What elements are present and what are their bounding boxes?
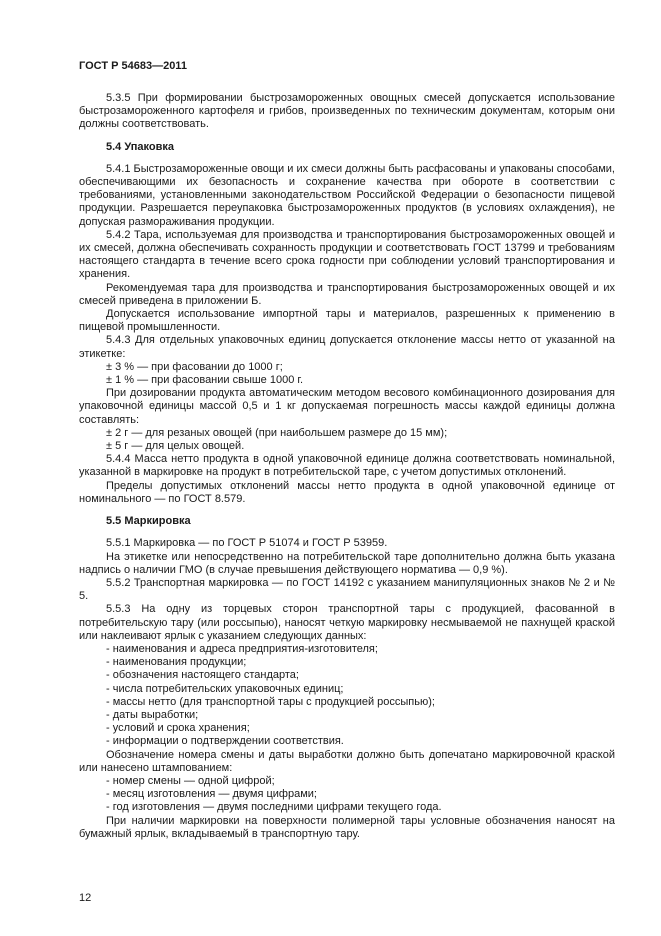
paragraph: 5.4.2 Тара, используемая для производства и транспортирования быстрозамороженных овощей и их смесей, должна обеспечивать сохранность продукции и соответствовать ГОСТ 13799 и требованиям настоящего стандарта в течение всего срока годности при соблюдении условий транспортирования и хранения. xyxy=(79,228,615,281)
paragraph: Обозначение номера смены и даты выработки должно быть допечатано маркировочной краской или нанесено штампованием: xyxy=(79,748,615,774)
list-item: - числа потребительских упаковочных единиц; xyxy=(106,682,344,695)
spacer xyxy=(79,506,615,515)
list-item: ± 5 г — для целых овощей. xyxy=(106,440,245,453)
list-item: ± 1 % — при фасовании свыше 1000 г. xyxy=(106,374,304,387)
list-item: - месяц изготовления — двумя цифрами; xyxy=(106,788,317,801)
paragraph: 5.5.1 Маркировка — по ГОСТ Р 51074 и ГОСТ Р 53959. xyxy=(106,537,388,550)
page-number: 12 xyxy=(79,892,92,904)
list-item: - номер смены — одной цифрой; xyxy=(106,774,275,787)
paragraph: При дозировании продукта автоматическим методом весового комбинационного дозирования для упаковочной единицы массой 0,5 и 1 кг допускаемая погрешность массы каждой единицы должна составлять: xyxy=(79,387,615,426)
list-item: - информации о подтверждении соответствия. xyxy=(106,735,344,748)
document-body xyxy=(79,92,615,841)
spacer xyxy=(79,528,615,537)
paragraph: Рекомендуемая тара для производства и транспортирования быстрозамороженных овощей и их смесей приведена в приложении Б. xyxy=(79,281,615,307)
paragraph: 5.5.2 Транспортная маркировка — по ГОСТ 14192 с указанием манипуляционных знаков № 2 и № 5. xyxy=(79,576,615,603)
paragraph: Допускается использование импортной тары и материалов, разрешенных к применению в пищевой промышленности. xyxy=(79,308,615,334)
paragraph: 5.3.5 При формировании быстрозамороженных овощных смесей допускается использование быстрозамороженного картофеля и грибов, произведенных по техническим документам, которым они должны соответствовать. xyxy=(79,92,615,131)
section-heading: 5.4 Упаковка xyxy=(106,140,174,153)
document-header: ГОСТ Р 54683—2011 xyxy=(79,60,187,72)
list-item: - даты выработки; xyxy=(106,708,199,721)
paragraph: 5.4.3 Для отдельных упаковочных единиц допускается отклонение массы нетто от указанной на этикетке: xyxy=(79,334,615,360)
spacer xyxy=(79,154,615,163)
list-item: - год изготовления — двумя последними цифрами текущего года. xyxy=(106,801,442,814)
list-item: - наименования продукции; xyxy=(106,656,247,669)
paragraph: При наличии маркировки на поверхности полимерной тары условные обозначения наносят на бумажный ярлык, вкладываемый в транспортную тару. xyxy=(79,814,615,840)
list-item: - обозначения настоящего стандарта; xyxy=(106,669,299,682)
paragraph: На этикетке или непосредственно на потребительской таре дополнительно должна быть указана надпись о наличии ГМО (в случае превышения действующего норматива — 0,9 %). xyxy=(79,550,615,576)
paragraph: 5.4.1 Быстрозамороженные овощи и их смеси должны быть расфасованы и упакованы способами, обеспечивающими их безопасность и сохранение качества при обороте в соответствии с требованиями, установленными законодательством Российской Федерации о безопасности пищевой продукции. Разрешается переупаковка быстрозамороженных продуктов (в условиях охлаждения), не допуская размораживания продукции. xyxy=(79,162,615,228)
spacer xyxy=(79,132,615,141)
list-item: ± 3 % — при фасовании до 1000 г; xyxy=(106,360,283,373)
list-item: - условий и срока хранения; xyxy=(106,722,250,735)
section-heading: 5.5 Маркировка xyxy=(106,515,191,528)
list-item: - массы нетто (для транспортной тары с продукцией россыпью); xyxy=(106,695,435,708)
paragraph: 5.4.4 Масса нетто продукта в одной упаковочной единице должна соответствовать номинальной, указанной в маркировке на продукт в потребительской таре, с учетом допустимых отклонений. xyxy=(79,453,615,479)
list-item: - наименования и адреса предприятия-изготовителя; xyxy=(106,642,378,655)
list-item: ± 2 г — для резаных овощей (при наибольшем размере до 15 мм); xyxy=(106,426,448,439)
paragraph: Пределы допустимых отклонений массы нетто продукта в одной упаковочной единице от номинального — по ГОСТ 8.579. xyxy=(79,479,615,505)
paragraph: 5.5.3 На одну из торцевых сторон транспортной тары с продукцией, фасованной в потребительскую тару (или россыпью), наносят четкую маркировку несмываемой не пахнущей краской или наклеивают ярлык с указанием следующих данных: xyxy=(79,603,615,642)
